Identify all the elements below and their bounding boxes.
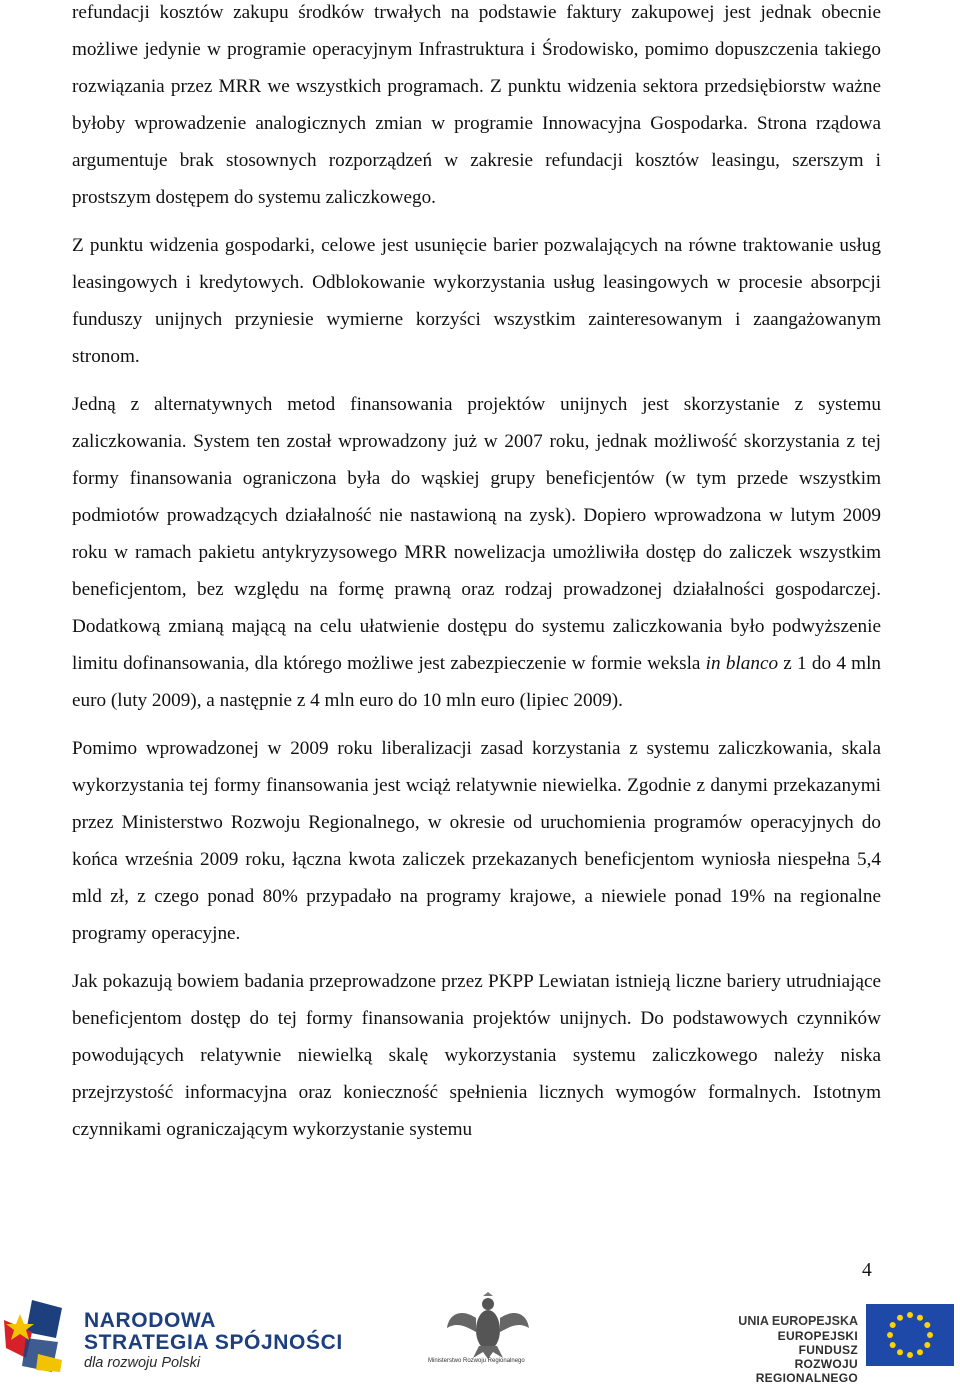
nss-title-line2: STRATEGIA SPÓJNOŚCI [84, 1331, 343, 1354]
paragraph: refundacji kosztów zakupu środków trwałych na podstawie faktury zakupowej jest jednak obecnie możliwe jedynie w programie operacyjnym Infrastruktura i Środowisko, pomimo dopuszczenia takiego rozwiązania przez MRR we wszystkich programach. Z punktu widzenia sektora przedsiębiorstw ważne byłoby wprowadzenie analogicznych zmian w programie Innowacyjna Gospodarka. Strona rządowa argumentuje brak stosownych rozporządzeń w zakresie refundacji kosztów leasingu, szerszym i prostszym dostępem do systemu zaliczkowego. [72, 2, 881, 208]
nss-logo-icon [2, 1298, 76, 1374]
paragraph-text: z 1 do 4 mln euro (luty 2009), a następnie z 4 mln euro do 10 mln euro (lipiec 2009). [72, 653, 881, 711]
paragraph: Jak pokazują bowiem badania przeprowadzone przez PKPP Lewiatan istnieją liczne bariery utrudniające beneficjentom dostęp do tej formy finansowania projektów unijnych. Do podstawowych czynników powodujących relatywnie niewielką skalę wykorzystania systemu zaliczkowego należy niska przejrzystość informacyjna oraz konieczność spełnienia licznych wymogów formalnych. Istotnym czynnikami ograniczającym wykorzystanie systemu [72, 971, 881, 1140]
italic-term: in blanco [705, 653, 779, 674]
document-body [72, 0, 881, 1159]
eu-title: UNIA EUROPEJSKA [738, 1314, 858, 1328]
polish-eagle-icon [443, 1292, 533, 1360]
eu-wordmark [722, 1314, 858, 1385]
paragraph-text: Jedną z alternatywnych metod finansowania projektów unijnych jest skorzystanie z systemu zaliczkowania. System ten został wprowadzony już w 2007 roku, jednak możliwość skorzystania z tej formy finansowania ograniczona była do wąskiej grupy beneficjentów (w tym przede wszystkim podmiotów prowadzących działalność nie nastawioną na zysk). Dopiero wprowadzona w lutym 2009 roku w ramach pakietu antykryzysowego MRR nowelizacja umożliwiła dostęp do zaliczek wszystkim beneficjentom, bez względu na formę prawną oraz rodzaj prowadzonej działalności gospodarczej. Dodatkową zmianą mającą na celu ułatwienie dostępu do systemu zaliczkowania było podwyższenie limitu dofinansowania, dla którego możliwe jest zabezpieczenie w formie weksla [72, 394, 881, 674]
nss-wordmark [84, 1310, 343, 1372]
nss-tagline: dla rozwoju Polski [84, 1355, 201, 1371]
page-number: 4 [862, 1260, 872, 1281]
eu-fund-line1: EUROPEJSKI FUNDUSZ [777, 1329, 858, 1357]
eu-flag-icon [866, 1304, 954, 1366]
nss-title-line1: NARODOWA [84, 1309, 216, 1332]
paragraph: Z punktu widzenia gospodarki, celowe jest usunięcie barier pozwalających na równe traktowanie usług leasingowych i kredytowych. Odblokowanie wykorzystania usług leasingowych w procesie absorpcji funduszy unijnych przyniesie wymierne korzyści wszystkim zainteresowanym i zaangażowanym stronom. [72, 235, 881, 367]
ministry-caption: Ministerstwo Rozwoju Regionalnego [428, 1358, 525, 1364]
eu-fund-line2: ROZWOJU REGIONALNEGO [755, 1357, 858, 1385]
paragraph: Pomimo wprowadzonej w 2009 roku liberalizacji zasad korzystania z systemu zaliczkowania, skala wykorzystania tej formy finansowania jest wciąż relatywnie niewielka. Zgodnie z danymi przekazanymi przez Ministerstwo Rozwoju Regionalnego, w okresie od uruchomienia programów operacyjnych do końca września 2009 roku, łączna kwota zaliczek przekazanych beneficjentom wyniosła niespełna 5,4 mld zł, z czego ponad 80% przypadało na programy krajowe, a niewiele ponad 19% na regionalne programy operacyjne. [72, 738, 881, 944]
paragraph [72, 386, 881, 719]
footer-logos [0, 1292, 960, 1385]
